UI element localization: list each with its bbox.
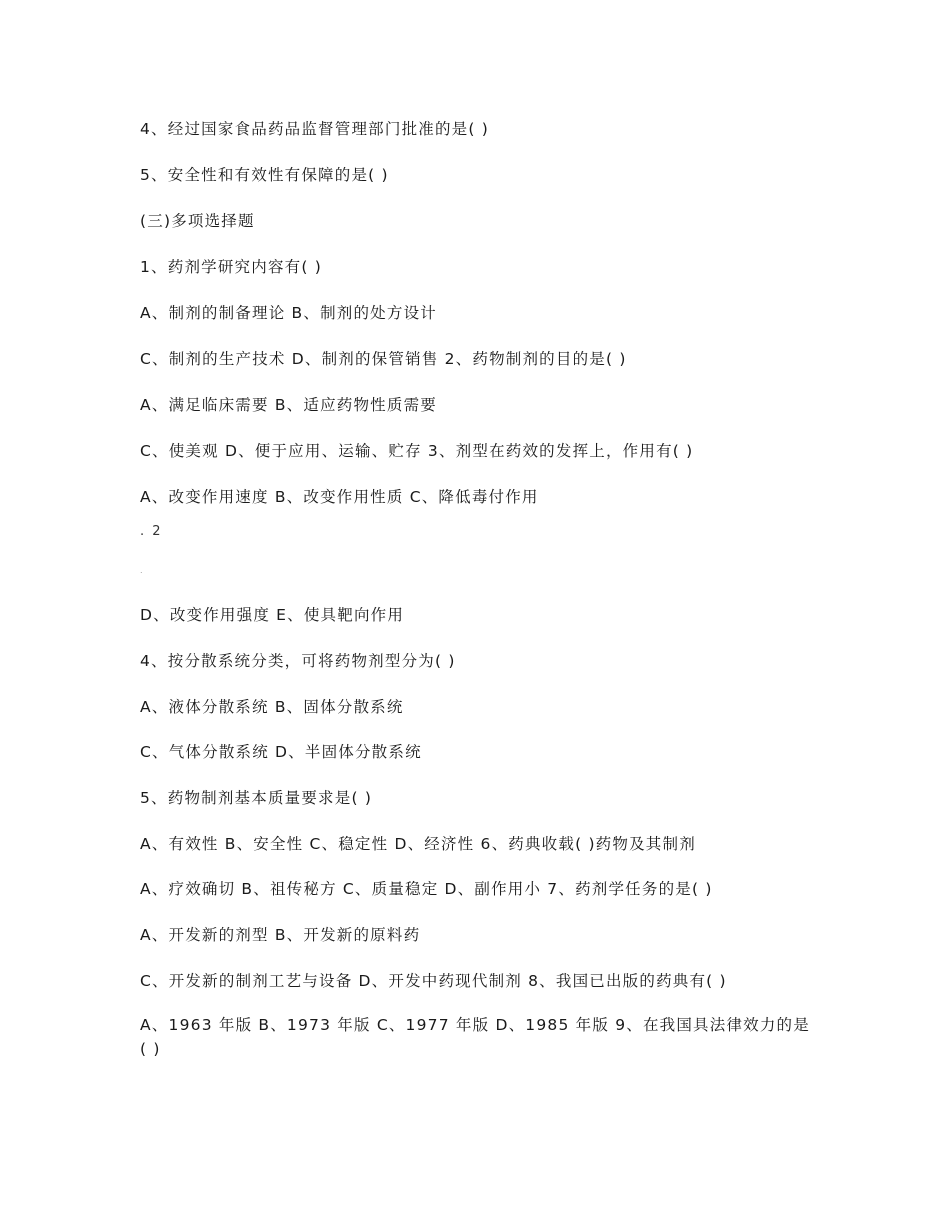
question-5-multi-line: 5、药物制剂基本质量要求是( ) xyxy=(140,789,373,807)
section-heading-multiple-choice: (三)多项选择题 xyxy=(140,212,255,230)
page-number: . 2 xyxy=(140,524,163,539)
question-3-options-de: D、改变作用强度 E、使具靶向作用 xyxy=(140,606,405,624)
question-1-line: 1、药剂学研究内容有( ) xyxy=(140,258,322,276)
question-5-line: 5、安全性和有效性有保障的是( ) xyxy=(140,166,389,184)
question-3-options-abc: A、改变作用速度 B、改变作用性质 C、降低毒付作用 xyxy=(140,488,539,506)
question-2-options-ab: A、满足临床需要 B、适应药物性质需要 xyxy=(140,396,437,414)
question-4-line: 4、经过国家食品药品监督管理部门批准的是( ) xyxy=(140,120,489,138)
question-8-options-question-9: A、1963 年版 B、1973 年版 C、1977 年版 D、1985 年版 9、在我国具法律效力的是( ) xyxy=(140,1016,810,1058)
question-2-options-cd-question-3: C、使美观 D、便于应用、运输、贮存 3、剂型在药效的发挥上，作用有( ) xyxy=(140,442,694,460)
question-7-options-cd-question-8: C、开发新的制剂工艺与设备 D、开发中药现代制剂 8、我国已出版的药典有( ) xyxy=(140,972,727,990)
question-1-options-cd-question-2: C、制剂的生产技术 D、制剂的保管销售 2、药物制剂的目的是( ) xyxy=(140,350,627,368)
question-4-multi-line: 4、按分散系统分类，可将药物剂型分为( ) xyxy=(140,652,456,670)
question-1-options-ab: A、制剂的制备理论 B、制剂的处方设计 xyxy=(140,304,437,322)
page-mark: . xyxy=(140,566,143,575)
question-5-options-question-6: A、有效性 B、安全性 C、稳定性 D、经济性 6、药典收载( )药物及其制剂 xyxy=(140,835,696,853)
question-6-options-question-7: A、疗效确切 B、祖传秘方 C、质量稳定 D、副作用小 7、药剂学任务的是( ) xyxy=(140,880,713,898)
question-4-options-cd: C、气体分散系统 D、半固体分散系统 xyxy=(140,743,422,761)
question-4-options-ab: A、液体分散系统 B、固体分散系统 xyxy=(140,698,404,716)
question-7-options-ab: A、开发新的剂型 B、开发新的原料药 xyxy=(140,926,421,944)
